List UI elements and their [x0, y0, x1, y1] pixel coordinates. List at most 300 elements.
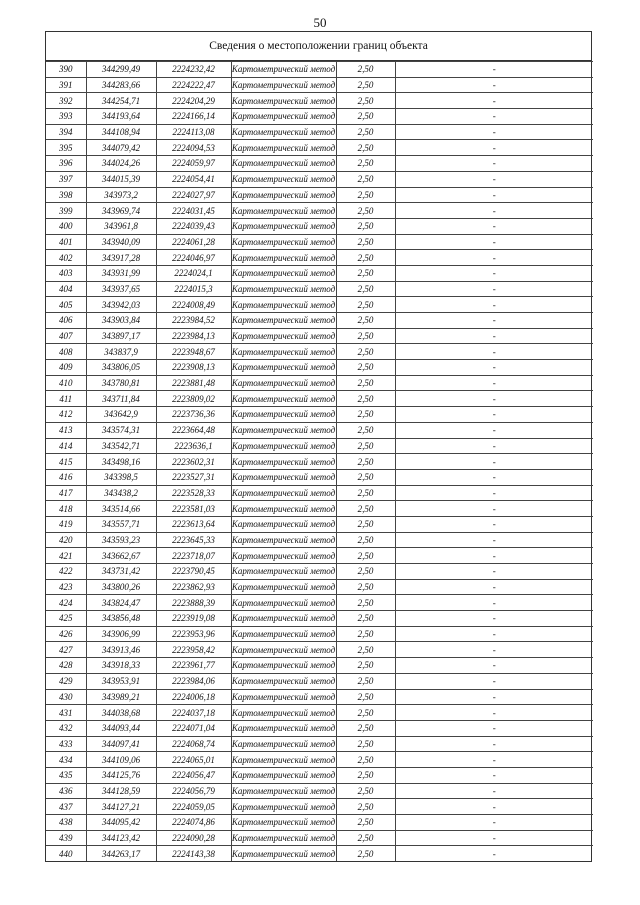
method-cell: Картометрический метод	[231, 673, 336, 689]
x-coordinate-cell: 344038,68	[86, 705, 156, 721]
y-coordinate-cell: 2223809,02	[156, 391, 231, 407]
y-coordinate-cell: 2224059,05	[156, 799, 231, 815]
table-row	[46, 93, 593, 109]
method-cell: Картометрический метод	[231, 830, 336, 846]
accuracy-cell: 2,50	[336, 234, 395, 250]
accuracy-cell: 2,50	[336, 140, 395, 156]
y-coordinate-cell: 2223948,67	[156, 344, 231, 360]
table-row	[46, 595, 593, 611]
method-cell: Картометрический метод	[231, 642, 336, 658]
table-row	[46, 454, 593, 470]
y-coordinate-cell: 2223953,96	[156, 626, 231, 642]
point-number-cell: 434	[46, 752, 86, 768]
description-cell: -	[395, 736, 593, 752]
table-row	[46, 265, 593, 281]
method-cell: Картометрический метод	[231, 391, 336, 407]
y-coordinate-cell: 2224027,97	[156, 187, 231, 203]
y-coordinate-cell: 2224094,53	[156, 140, 231, 156]
coordinates-table-body	[46, 62, 593, 862]
accuracy-cell: 2,50	[336, 579, 395, 595]
description-cell: -	[395, 422, 593, 438]
accuracy-cell: 2,50	[336, 375, 395, 391]
x-coordinate-cell: 343593,23	[86, 532, 156, 548]
y-coordinate-cell: 2223718,07	[156, 548, 231, 564]
description-cell: -	[395, 124, 593, 140]
method-cell: Картометрический метод	[231, 767, 336, 783]
accuracy-cell: 2,50	[336, 501, 395, 517]
y-coordinate-cell: 2224039,43	[156, 218, 231, 234]
point-number-cell: 424	[46, 595, 86, 611]
accuracy-cell: 2,50	[336, 642, 395, 658]
point-number-cell: 391	[46, 77, 86, 93]
table-row	[46, 187, 593, 203]
accuracy-cell: 2,50	[336, 250, 395, 266]
table-row	[46, 815, 593, 831]
y-coordinate-cell: 2223881,48	[156, 375, 231, 391]
table-row	[46, 642, 593, 658]
table-row	[46, 752, 593, 768]
point-number-cell: 390	[46, 62, 86, 78]
description-cell: -	[395, 109, 593, 125]
method-cell: Картометрический метод	[231, 579, 336, 595]
method-cell: Картометрический метод	[231, 454, 336, 470]
description-cell: -	[395, 62, 593, 78]
accuracy-cell: 2,50	[336, 532, 395, 548]
table-row	[46, 689, 593, 705]
y-coordinate-cell: 2223984,06	[156, 673, 231, 689]
method-cell: Картометрический метод	[231, 140, 336, 156]
method-cell: Картометрический метод	[231, 548, 336, 564]
description-cell: -	[395, 815, 593, 831]
table-row	[46, 658, 593, 674]
y-coordinate-cell: 2223636,1	[156, 438, 231, 454]
accuracy-cell: 2,50	[336, 673, 395, 689]
table-row	[46, 391, 593, 407]
section-title: Сведения о местоположении границ объекта	[46, 32, 591, 61]
point-number-cell: 404	[46, 281, 86, 297]
table-row	[46, 62, 593, 78]
point-number-cell: 393	[46, 109, 86, 125]
accuracy-cell: 2,50	[336, 830, 395, 846]
description-cell: -	[395, 658, 593, 674]
point-number-cell: 425	[46, 611, 86, 627]
x-coordinate-cell: 344024,26	[86, 156, 156, 172]
description-cell: -	[395, 281, 593, 297]
method-cell: Картометрический метод	[231, 689, 336, 705]
x-coordinate-cell: 344125,76	[86, 767, 156, 783]
y-coordinate-cell: 2223984,52	[156, 313, 231, 329]
point-number-cell: 440	[46, 846, 86, 861]
method-cell: Картометрический метод	[231, 313, 336, 329]
y-coordinate-cell: 2224071,04	[156, 720, 231, 736]
x-coordinate-cell: 344093,44	[86, 720, 156, 736]
method-cell: Картометрический метод	[231, 218, 336, 234]
accuracy-cell: 2,50	[336, 548, 395, 564]
x-coordinate-cell: 343542,71	[86, 438, 156, 454]
table-row	[46, 140, 593, 156]
y-coordinate-cell: 2224024,1	[156, 265, 231, 281]
description-cell: -	[395, 77, 593, 93]
table-row	[46, 720, 593, 736]
description-cell: -	[395, 360, 593, 376]
accuracy-cell: 2,50	[336, 516, 395, 532]
table-row	[46, 846, 593, 861]
x-coordinate-cell: 343557,71	[86, 516, 156, 532]
accuracy-cell: 2,50	[336, 720, 395, 736]
x-coordinate-cell: 343989,21	[86, 689, 156, 705]
point-number-cell: 394	[46, 124, 86, 140]
table-row	[46, 328, 593, 344]
x-coordinate-cell: 343824,47	[86, 595, 156, 611]
y-coordinate-cell: 2223984,13	[156, 328, 231, 344]
y-coordinate-cell: 2224090,28	[156, 830, 231, 846]
table-row	[46, 736, 593, 752]
accuracy-cell: 2,50	[336, 124, 395, 140]
y-coordinate-cell: 2224232,42	[156, 62, 231, 78]
accuracy-cell: 2,50	[336, 187, 395, 203]
accuracy-cell: 2,50	[336, 203, 395, 219]
description-cell: -	[395, 93, 593, 109]
point-number-cell: 399	[46, 203, 86, 219]
y-coordinate-cell: 2224061,28	[156, 234, 231, 250]
accuracy-cell: 2,50	[336, 407, 395, 423]
method-cell: Картометрический метод	[231, 93, 336, 109]
description-cell: -	[395, 234, 593, 250]
description-cell: -	[395, 171, 593, 187]
accuracy-cell: 2,50	[336, 360, 395, 376]
method-cell: Картометрический метод	[231, 171, 336, 187]
x-coordinate-cell: 344193,64	[86, 109, 156, 125]
accuracy-cell: 2,50	[336, 328, 395, 344]
point-number-cell: 416	[46, 469, 86, 485]
point-number-cell: 417	[46, 485, 86, 501]
x-coordinate-cell: 343662,67	[86, 548, 156, 564]
table-row	[46, 611, 593, 627]
y-coordinate-cell: 2223613,64	[156, 516, 231, 532]
y-coordinate-cell: 2224015,3	[156, 281, 231, 297]
x-coordinate-cell: 344123,42	[86, 830, 156, 846]
point-number-cell: 397	[46, 171, 86, 187]
method-cell: Картометрический метод	[231, 124, 336, 140]
y-coordinate-cell: 2223958,42	[156, 642, 231, 658]
table-row	[46, 673, 593, 689]
x-coordinate-cell: 343961,8	[86, 218, 156, 234]
x-coordinate-cell: 343913,46	[86, 642, 156, 658]
point-number-cell: 438	[46, 815, 86, 831]
point-number-cell: 411	[46, 391, 86, 407]
description-cell: -	[395, 438, 593, 454]
x-coordinate-cell: 344127,21	[86, 799, 156, 815]
point-number-cell: 401	[46, 234, 86, 250]
accuracy-cell: 2,50	[336, 469, 395, 485]
y-coordinate-cell: 2223908,13	[156, 360, 231, 376]
x-coordinate-cell: 343931,99	[86, 265, 156, 281]
accuracy-cell: 2,50	[336, 736, 395, 752]
description-cell: -	[395, 642, 593, 658]
description-cell: -	[395, 375, 593, 391]
y-coordinate-cell: 2224204,29	[156, 93, 231, 109]
y-coordinate-cell: 2224222,47	[156, 77, 231, 93]
x-coordinate-cell: 343498,16	[86, 454, 156, 470]
method-cell: Картометрический метод	[231, 407, 336, 423]
boundary-table-sheet	[45, 31, 592, 862]
method-cell: Картометрический метод	[231, 297, 336, 313]
x-coordinate-cell: 343903,84	[86, 313, 156, 329]
accuracy-cell: 2,50	[336, 815, 395, 831]
description-cell: -	[395, 203, 593, 219]
table-row	[46, 830, 593, 846]
point-number-cell: 423	[46, 579, 86, 595]
y-coordinate-cell: 2224037,18	[156, 705, 231, 721]
accuracy-cell: 2,50	[336, 156, 395, 172]
point-number-cell: 403	[46, 265, 86, 281]
method-cell: Картометрический метод	[231, 501, 336, 517]
accuracy-cell: 2,50	[336, 689, 395, 705]
method-cell: Картометрический метод	[231, 532, 336, 548]
description-cell: -	[395, 799, 593, 815]
x-coordinate-cell: 344128,59	[86, 783, 156, 799]
table-row	[46, 203, 593, 219]
accuracy-cell: 2,50	[336, 62, 395, 78]
table-row	[46, 422, 593, 438]
accuracy-cell: 2,50	[336, 564, 395, 580]
x-coordinate-cell: 343780,81	[86, 375, 156, 391]
page-number: 50	[313, 15, 327, 30]
description-cell: -	[395, 595, 593, 611]
table-row	[46, 109, 593, 125]
point-number-cell: 418	[46, 501, 86, 517]
x-coordinate-cell: 344283,66	[86, 77, 156, 93]
method-cell: Картометрический метод	[231, 516, 336, 532]
y-coordinate-cell: 2223527,31	[156, 469, 231, 485]
description-cell: -	[395, 344, 593, 360]
accuracy-cell: 2,50	[336, 705, 395, 721]
method-cell: Картометрический метод	[231, 846, 336, 861]
description-cell: -	[395, 611, 593, 627]
method-cell: Картометрический метод	[231, 281, 336, 297]
accuracy-cell: 2,50	[336, 218, 395, 234]
accuracy-cell: 2,50	[336, 93, 395, 109]
point-number-cell: 437	[46, 799, 86, 815]
description-cell: -	[395, 156, 593, 172]
x-coordinate-cell: 343642,9	[86, 407, 156, 423]
y-coordinate-cell: 2224006,18	[156, 689, 231, 705]
y-coordinate-cell: 2223862,93	[156, 579, 231, 595]
description-cell: -	[395, 720, 593, 736]
table-row	[46, 375, 593, 391]
table-row	[46, 579, 593, 595]
method-cell: Картометрический метод	[231, 375, 336, 391]
table-row	[46, 297, 593, 313]
table-row	[46, 532, 593, 548]
x-coordinate-cell: 344299,49	[86, 62, 156, 78]
accuracy-cell: 2,50	[336, 658, 395, 674]
point-number-cell: 433	[46, 736, 86, 752]
description-cell: -	[395, 705, 593, 721]
point-number-cell: 406	[46, 313, 86, 329]
description-cell: -	[395, 328, 593, 344]
description-cell: -	[395, 689, 593, 705]
method-cell: Картометрический метод	[231, 265, 336, 281]
accuracy-cell: 2,50	[336, 344, 395, 360]
accuracy-cell: 2,50	[336, 171, 395, 187]
table-row	[46, 705, 593, 721]
method-cell: Картометрический метод	[231, 234, 336, 250]
table-row	[46, 234, 593, 250]
point-number-cell: 409	[46, 360, 86, 376]
method-cell: Картометрический метод	[231, 564, 336, 580]
method-cell: Картометрический метод	[231, 485, 336, 501]
table-row	[46, 250, 593, 266]
description-cell: -	[395, 501, 593, 517]
accuracy-cell: 2,50	[336, 626, 395, 642]
accuracy-cell: 2,50	[336, 846, 395, 861]
x-coordinate-cell: 343918,33	[86, 658, 156, 674]
description-cell: -	[395, 846, 593, 861]
y-coordinate-cell: 2224008,49	[156, 297, 231, 313]
y-coordinate-cell: 2224065,01	[156, 752, 231, 768]
table-row	[46, 77, 593, 93]
table-row	[46, 124, 593, 140]
description-cell: -	[395, 297, 593, 313]
table-row	[46, 501, 593, 517]
description-cell: -	[395, 752, 593, 768]
y-coordinate-cell: 2223790,45	[156, 564, 231, 580]
method-cell: Картометрический метод	[231, 595, 336, 611]
accuracy-cell: 2,50	[336, 109, 395, 125]
table-row	[46, 783, 593, 799]
method-cell: Картометрический метод	[231, 203, 336, 219]
x-coordinate-cell: 343711,84	[86, 391, 156, 407]
y-coordinate-cell: 2224054,41	[156, 171, 231, 187]
point-number-cell: 405	[46, 297, 86, 313]
point-number-cell: 439	[46, 830, 86, 846]
table-row	[46, 469, 593, 485]
table-row	[46, 767, 593, 783]
point-number-cell: 430	[46, 689, 86, 705]
method-cell: Картометрический метод	[231, 611, 336, 627]
description-cell: -	[395, 454, 593, 470]
y-coordinate-cell: 2224068,74	[156, 736, 231, 752]
table-row	[46, 344, 593, 360]
y-coordinate-cell: 2223961,77	[156, 658, 231, 674]
table-row	[46, 564, 593, 580]
x-coordinate-cell: 343514,66	[86, 501, 156, 517]
x-coordinate-cell: 344079,42	[86, 140, 156, 156]
point-number-cell: 426	[46, 626, 86, 642]
point-number-cell: 420	[46, 532, 86, 548]
accuracy-cell: 2,50	[336, 281, 395, 297]
table-row	[46, 407, 593, 423]
method-cell: Картометрический метод	[231, 62, 336, 78]
table-row	[46, 313, 593, 329]
x-coordinate-cell: 343897,17	[86, 328, 156, 344]
coordinates-table	[46, 61, 593, 861]
description-cell: -	[395, 469, 593, 485]
point-number-cell: 395	[46, 140, 86, 156]
method-cell: Картометрический метод	[231, 328, 336, 344]
x-coordinate-cell: 343937,65	[86, 281, 156, 297]
point-number-cell: 407	[46, 328, 86, 344]
x-coordinate-cell: 343806,05	[86, 360, 156, 376]
x-coordinate-cell: 343398,5	[86, 469, 156, 485]
y-coordinate-cell: 2223919,08	[156, 611, 231, 627]
y-coordinate-cell: 2224031,45	[156, 203, 231, 219]
table-row	[46, 438, 593, 454]
y-coordinate-cell: 2224074,86	[156, 815, 231, 831]
accuracy-cell: 2,50	[336, 783, 395, 799]
description-cell: -	[395, 265, 593, 281]
table-row	[46, 281, 593, 297]
x-coordinate-cell: 343917,28	[86, 250, 156, 266]
table-row	[46, 799, 593, 815]
y-coordinate-cell: 2223645,33	[156, 532, 231, 548]
x-coordinate-cell: 343906,99	[86, 626, 156, 642]
description-cell: -	[395, 564, 593, 580]
y-coordinate-cell: 2224059,97	[156, 156, 231, 172]
y-coordinate-cell: 2224056,79	[156, 783, 231, 799]
table-row	[46, 516, 593, 532]
y-coordinate-cell: 2223736,36	[156, 407, 231, 423]
x-coordinate-cell: 343438,2	[86, 485, 156, 501]
accuracy-cell: 2,50	[336, 422, 395, 438]
point-number-cell: 435	[46, 767, 86, 783]
description-cell: -	[395, 532, 593, 548]
y-coordinate-cell: 2224113,08	[156, 124, 231, 140]
point-number-cell: 436	[46, 783, 86, 799]
x-coordinate-cell: 343574,31	[86, 422, 156, 438]
x-coordinate-cell: 343973,2	[86, 187, 156, 203]
description-cell: -	[395, 140, 593, 156]
method-cell: Картометрический метод	[231, 705, 336, 721]
point-number-cell: 414	[46, 438, 86, 454]
point-number-cell: 400	[46, 218, 86, 234]
description-cell: -	[395, 187, 593, 203]
y-coordinate-cell: 2224166,14	[156, 109, 231, 125]
accuracy-cell: 2,50	[336, 485, 395, 501]
description-cell: -	[395, 626, 593, 642]
point-number-cell: 392	[46, 93, 86, 109]
description-cell: -	[395, 783, 593, 799]
method-cell: Картометрический метод	[231, 783, 336, 799]
table-row	[46, 171, 593, 187]
y-coordinate-cell: 2223528,33	[156, 485, 231, 501]
point-number-cell: 429	[46, 673, 86, 689]
method-cell: Картометрический метод	[231, 344, 336, 360]
method-cell: Картометрический метод	[231, 658, 336, 674]
table-row	[46, 156, 593, 172]
description-cell: -	[395, 218, 593, 234]
description-cell: -	[395, 673, 593, 689]
y-coordinate-cell: 2223888,39	[156, 595, 231, 611]
description-cell: -	[395, 767, 593, 783]
point-number-cell: 422	[46, 564, 86, 580]
accuracy-cell: 2,50	[336, 438, 395, 454]
x-coordinate-cell: 344095,42	[86, 815, 156, 831]
x-coordinate-cell: 343856,48	[86, 611, 156, 627]
method-cell: Картометрический метод	[231, 815, 336, 831]
point-number-cell: 410	[46, 375, 86, 391]
description-cell: -	[395, 830, 593, 846]
description-cell: -	[395, 485, 593, 501]
method-cell: Картометрический метод	[231, 77, 336, 93]
method-cell: Картометрический метод	[231, 720, 336, 736]
method-cell: Картометрический метод	[231, 752, 336, 768]
y-coordinate-cell: 2223602,31	[156, 454, 231, 470]
accuracy-cell: 2,50	[336, 767, 395, 783]
accuracy-cell: 2,50	[336, 454, 395, 470]
method-cell: Картометрический метод	[231, 626, 336, 642]
